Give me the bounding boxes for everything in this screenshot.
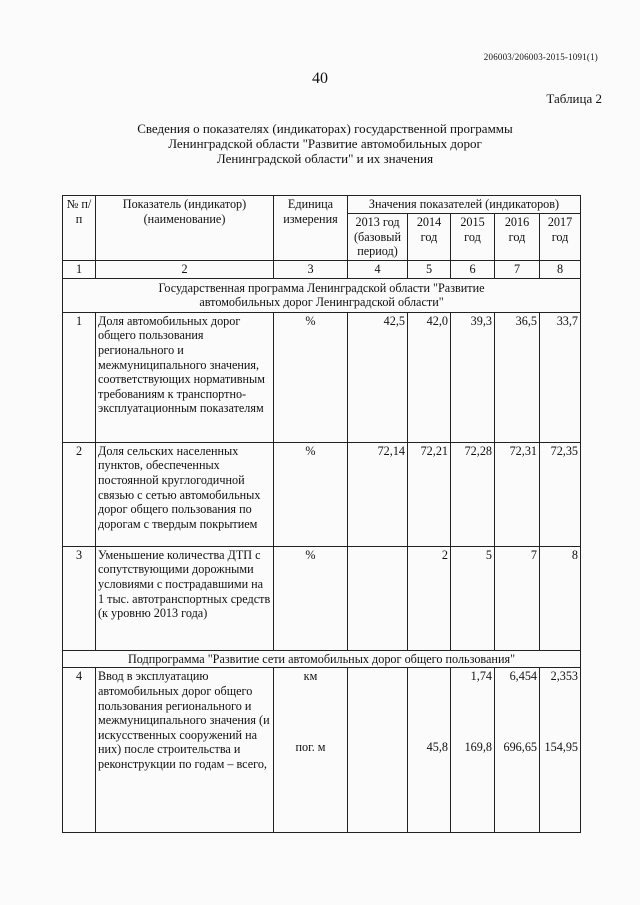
- header-num: № п/п: [63, 196, 96, 261]
- header-year-2017: 2017 год: [540, 214, 581, 261]
- document-id: 206003/206003-2015-1091(1): [483, 52, 598, 62]
- row-num: 4: [63, 668, 96, 833]
- row-unit: %: [274, 312, 348, 442]
- title-line: Ленинградской области "Развитие автомобильных дорог: [168, 136, 482, 151]
- title-line: Ленинградской области" и их значения: [216, 151, 434, 166]
- title-line: Сведения о показателях (индикаторах) государственной программы: [137, 121, 513, 136]
- row-value-2016: [495, 668, 540, 833]
- col-number: 1: [63, 261, 96, 279]
- header-year-2014: 2014 год: [408, 214, 451, 261]
- value-km: [350, 669, 405, 684]
- row-indicator: Уменьшение количества ДТП с сопутствующими дорожными условиями с пострадавшими на 1 тыс. автотранспортных средств (к уровню 2013 года): [96, 546, 274, 650]
- row-value-2017: 72,35: [540, 442, 581, 546]
- value-km: 2,353: [550, 669, 579, 684]
- header-values-group: Значения показателей (индикаторов): [348, 196, 581, 214]
- row-unit: %: [274, 442, 348, 546]
- row-value-2014: [408, 668, 451, 833]
- row-value-2015: 39,3: [451, 312, 495, 442]
- table-label: Таблица 2: [546, 91, 602, 106]
- column-numbers-row: [63, 261, 581, 279]
- row-num: 3: [63, 546, 96, 650]
- row-unit: %: [274, 546, 348, 650]
- col-number: 5: [408, 261, 451, 279]
- value-m: 154,95: [544, 739, 579, 754]
- indicators-table: [62, 195, 581, 833]
- row-indicator: Доля сельских населенных пунктов, обеспеченных постоянной круглогодичной связью с сетью автомобильных дорог общего пользования по дорогам с твердым покрытием: [96, 442, 274, 546]
- value-m: 45,8: [426, 739, 448, 754]
- subprogram-header-row: [63, 650, 581, 668]
- col-number: 3: [274, 261, 348, 279]
- value-m: 696,65: [503, 739, 537, 754]
- program-header: Государственная программа Ленинградской области "Развитие автомобильных дорог Ленинградской области": [63, 278, 581, 312]
- row-value-2015: [451, 668, 495, 833]
- value-km: 1,74: [470, 669, 492, 684]
- row-indicator: Ввод в эксплуатацию автомобильных дорог общего пользования регионального и межмуниципального значения (и искусственных сооружений на них) после строительства и реконструкции по годам – всего,: [96, 668, 274, 833]
- value-km: 6,454: [509, 669, 537, 684]
- header-year-2013: 2013 год (базовый период): [348, 214, 408, 261]
- unit-m: пог. м: [295, 739, 326, 754]
- row-num: 1: [63, 312, 96, 442]
- row-value-2016: 72,31: [495, 442, 540, 546]
- col-number: 8: [540, 261, 581, 279]
- col-number: 6: [451, 261, 495, 279]
- subprogram-header: Подпрограмма "Развитие сети автомобильных дорог общего пользования": [63, 650, 581, 668]
- col-number: 2: [96, 261, 274, 279]
- row-value-2016: 36,5: [495, 312, 540, 442]
- row-indicator: Доля автомобильных дорог общего пользования регионального и межмуниципального значения, соответствующих нормативным требованиям к транспортно-эксплуатационным показателям: [96, 312, 274, 442]
- header-indicator: Показатель (индикатор) (наименование): [96, 196, 274, 261]
- row-value-2014: 2: [408, 546, 451, 650]
- table-row: [63, 442, 581, 546]
- row-value-2013: [348, 546, 408, 650]
- value-km: [410, 669, 448, 684]
- header-year-2015: 2015 год: [451, 214, 495, 261]
- row-value-2015: 72,28: [451, 442, 495, 546]
- table-row: [63, 312, 581, 442]
- unit-km: км: [303, 669, 318, 684]
- header-unit: Единица измерения: [274, 196, 348, 261]
- col-number: 7: [495, 261, 540, 279]
- col-number: 4: [348, 261, 408, 279]
- row-unit: [274, 668, 348, 833]
- value-m: 169,8: [464, 739, 492, 754]
- header-row: [63, 196, 581, 214]
- row-value-2013: 72,14: [348, 442, 408, 546]
- table-row: [63, 546, 581, 650]
- row-value-2014: 72,21: [408, 442, 451, 546]
- table-title: [100, 121, 550, 166]
- program-header-row: [63, 278, 581, 312]
- row-value-2013: 42,5: [348, 312, 408, 442]
- header-year-2016: 2016 год: [495, 214, 540, 261]
- row-value-2013: [348, 668, 408, 833]
- row-value-2015: 5: [451, 546, 495, 650]
- row-value-2016: 7: [495, 546, 540, 650]
- page-number: 40: [312, 70, 328, 87]
- row-value-2017: [540, 668, 581, 833]
- row-value-2014: 42,0: [408, 312, 451, 442]
- row-num: 2: [63, 442, 96, 546]
- table-row: [63, 668, 581, 833]
- row-value-2017: 8: [540, 546, 581, 650]
- row-value-2017: 33,7: [540, 312, 581, 442]
